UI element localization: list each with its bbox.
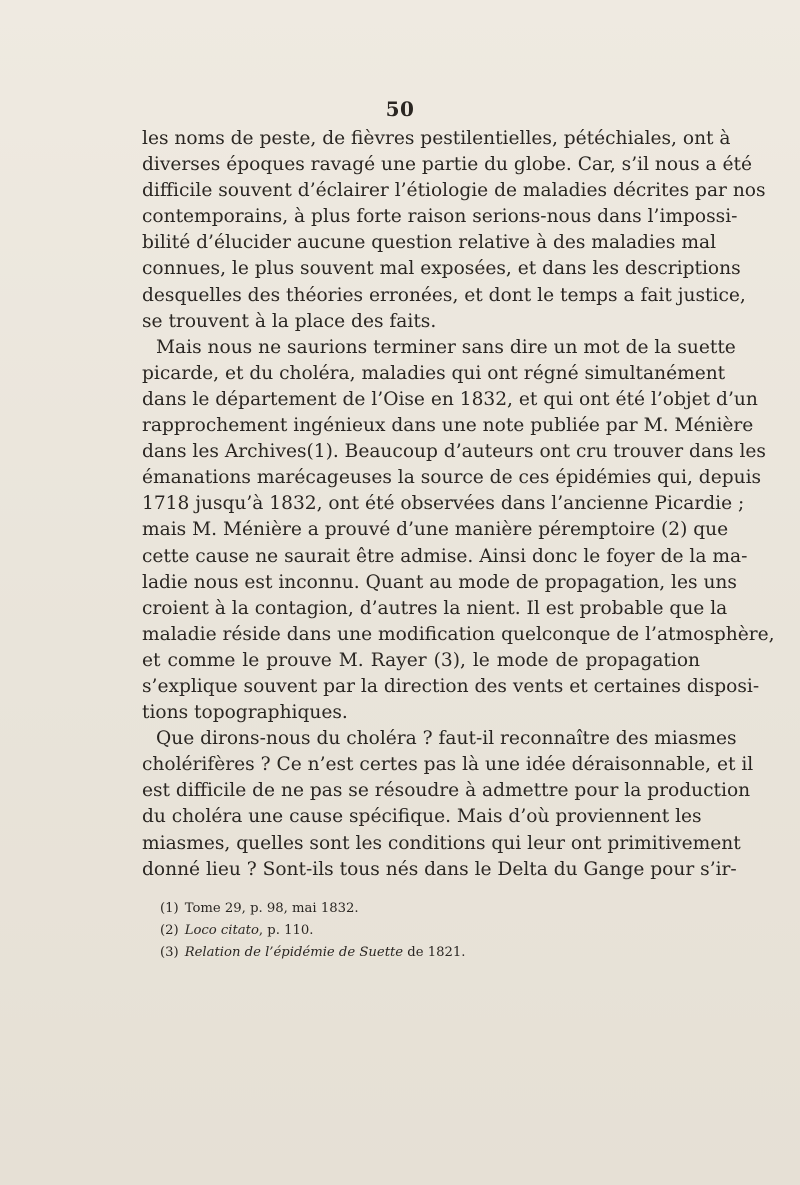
text-line: connues, le plus souvent mal exposées, et dans les descriptions — [142, 258, 741, 280]
text-line: difficile souvent d’éclairer l’étiologie de maladies décrites par nos — [142, 180, 766, 202]
footnotes — [160, 899, 680, 965]
footnote-text: Tome 29, p. 98, mai 1832. — [184, 901, 359, 916]
text-line: Que dirons-nous du choléra ? faut-il reconnaître des miasmes — [156, 728, 737, 750]
text-line: 1718 jusqu’à 1832, ont été observées dans l’ancienne Picardie ; — [142, 493, 745, 515]
text-line: donné lieu ? Sont-ils tous nés dans le Delta du Gange pour s’ir- — [142, 858, 737, 880]
text-line: mais M. Ménière a prouvé d’une manière péremptoire (2) que — [142, 519, 729, 541]
body-text — [142, 126, 775, 883]
footnote-italic-text: Relation de l’épidémie de Suette — [184, 945, 404, 960]
text-line: ladie nous est inconnu. Quant au mode de propagation, les uns — [142, 571, 737, 593]
text-line: est difficile de ne pas se résoudre à admettre pour la production — [142, 780, 751, 802]
footnote — [160, 921, 680, 941]
text-line: cette cause ne saurait être admise. Ainsi donc le foyer de la ma- — [142, 545, 748, 567]
text-line: tions topographiques. — [142, 702, 348, 724]
footnote — [160, 943, 680, 963]
text-line: Mais nous ne saurions terminer sans dire un mot de la suette — [156, 336, 736, 358]
footnote-italic-text: Loco citato — [184, 923, 259, 938]
footnote — [160, 899, 680, 919]
text-line: cholérifères ? Ce n’est certes pas là une idée déraisonnable, et il — [142, 754, 754, 776]
text-line: et comme le prouve M. Rayer (3), le mode de propagation — [142, 649, 700, 671]
text-line: picarde, et du choléra, maladies qui ont régné simultanément — [142, 362, 726, 384]
text-line: émanations marécageuses la source de ces épidémies qui, depuis — [142, 467, 762, 489]
text-line: bilité d’élucider aucune question relative à des maladies mal — [142, 232, 717, 254]
footnote-text: , p. 110. — [258, 923, 314, 938]
text-line: rapprochement ingénieux dans une note publiée par M. Ménière — [142, 415, 754, 437]
text-line: du choléra une cause spécifique. Mais d’où proviennent les — [142, 806, 702, 828]
text-line: les noms de peste, de fièvres pestilentielles, pétéchiales, ont à — [142, 128, 731, 149]
text-line: s’explique souvent par la direction des vents et certaines disposi- — [142, 675, 760, 697]
footnote-marker: (2) — [160, 923, 179, 938]
page-number: 50 — [385, 97, 415, 121]
text-line: desquelles des théories erronées, et dont le temps a fait justice, — [142, 284, 746, 306]
text-line: dans le département de l’Oise en 1832, et qui ont été l’objet d’un — [142, 388, 758, 410]
footnote-marker: (1) — [160, 901, 179, 916]
text-line: contemporains, à plus forte raison serions-nous dans l’impossi- — [142, 206, 738, 228]
text-line: miasmes, quelles sont les conditions qui leur ont primitivement — [142, 832, 741, 854]
text-line: diverses époques ravagé une partie du globe. Car, s’il nous a été — [142, 154, 752, 176]
text-line: dans les Archives(1). Beaucoup d’auteurs ont cru trouver dans les — [142, 441, 766, 463]
footnote-marker: (3) — [160, 945, 179, 960]
text-line: croient à la contagion, d’autres la nient. Il est probable que la — [142, 597, 728, 619]
footnote-text: de 1821. — [403, 945, 466, 960]
text-line: se trouvent à la place des faits. — [142, 310, 437, 332]
text-line: maladie réside dans une modification quelconque de l’atmosphère, — [142, 623, 775, 645]
